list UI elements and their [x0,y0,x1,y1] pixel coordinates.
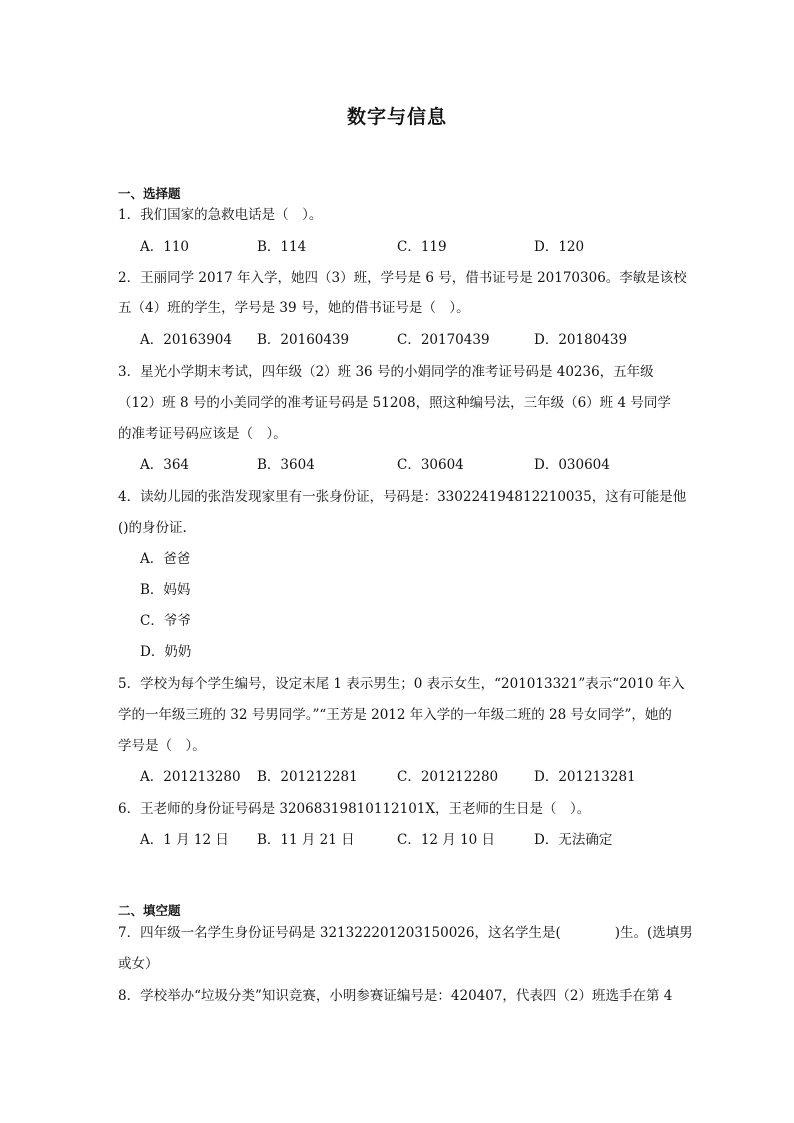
question-5-line-3: 学号是（ ）。 [118,738,206,754]
question-4-option-d: D．奶奶 [140,644,192,660]
question-4-option-b: B．妈妈 [140,582,191,598]
option-d: D．20180439 [534,332,628,348]
question-4-option-a: A．爸爸 [140,551,191,567]
question-5-line-1: 5．学校为每个学生编号，设定末尾 1 表示男生；0 表示女生，“201013321”表示“2010 年入 [118,676,685,692]
option-b: B．201212281 [257,769,358,785]
section-heading-choice: 一、选择题 [118,186,181,201]
option-b: B．3604 [257,457,315,473]
option-b: B．20160439 [257,332,350,348]
option-a: A．20163904 [140,332,232,348]
option-d: D．120 [534,239,585,255]
question-4-line-2: ()的身份证. [118,520,187,536]
question-4-option-c: C．爷爷 [140,613,191,629]
question-4-line-1: 4．读幼儿园的张浩发现家里有一张身份证，号码是：330224194812210035，这有可能是他 [118,489,687,505]
section-heading-fill: 二、填空题 [118,903,181,918]
question-8-line-1: 8．学校举办“垃圾分类”知识竞赛，小明参赛证编号是：420407，代表四（2）班选手在第 4 [118,988,673,1004]
option-a: A．364 [140,457,190,473]
option-a: A．1 月 12 日 [140,832,229,848]
option-d: D．201213281 [534,769,636,785]
question-6: 6．王老师的身份证号码是 32068319810112101X，王老师的生日是（ ）。 [118,801,591,817]
question-2-line-1: 2．王丽同学 2017 年入学，她四（3）班，学号是 6 号，借书证号是 20170306。李敏是该校 [118,270,687,286]
option-b: B．11 月 21 日 [257,832,355,848]
question-5-line-2: 学的一年级三班的 32 号男同学。”“王芳是 2012 年入学的一年级二班的 28 号女同学”，她的 [118,707,672,723]
option-c: C．119 [397,239,447,255]
option-c: C．201212280 [397,769,499,785]
option-a: A．201213280 [140,769,241,785]
option-a: A．110 [140,239,190,255]
question-7-line-2: 或女） [118,956,159,972]
question-7-line-1: 7．四年级一名学生身份证号码是 321322201203150026，这名学生是( )生。(选填男 [118,925,693,941]
question-3-line-2: （12）班 8 号的小美同学的准考证号码是 51208，照这种编号法，三年级（6）班 4 号同学 [118,395,671,411]
question-3-line-3: 的准考证号码应该是（ ）。 [118,426,287,442]
question-2-line-2: 五（4）班的学生，学号是 39 号，她的借书证号是（ ）。 [118,300,470,316]
option-b: B．114 [257,239,307,255]
option-d: D．030604 [534,457,610,473]
question-3-line-1: 3．星光小学期末考试，四年级（2）班 36 号的小娟同学的准考证号码是 40236，五年级 [118,364,654,380]
option-d: D．无法确定 [534,832,613,848]
page-title: 数字与信息 [346,106,447,128]
option-c: C．30604 [397,457,464,473]
question-1: 1．我们国家的急救电话是（ ）。 [118,207,323,223]
option-c: C．12 月 10 日 [397,832,496,848]
option-c: C．20170439 [397,332,490,348]
